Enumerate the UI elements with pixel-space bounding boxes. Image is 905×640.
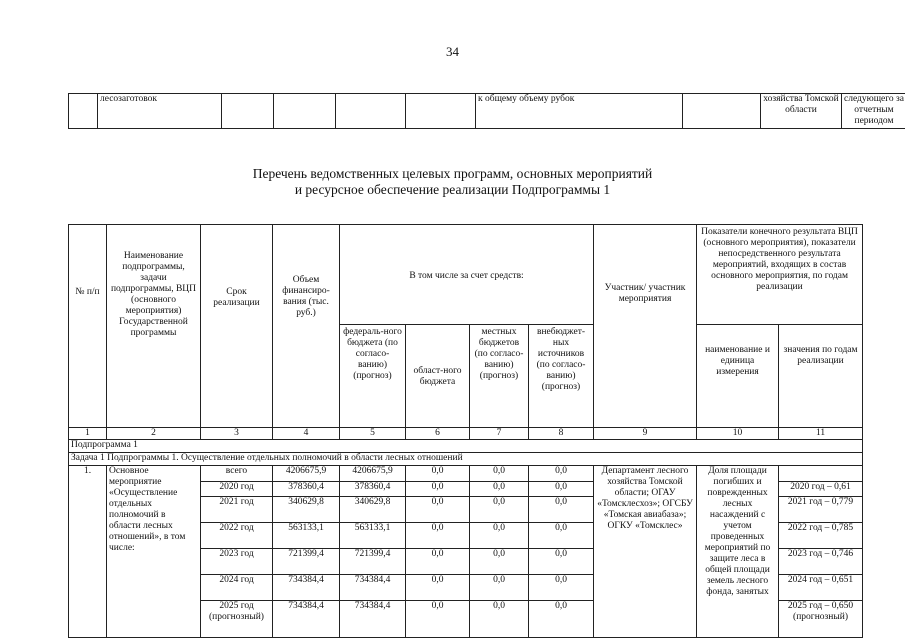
- federal-cell: 563133,1: [340, 523, 406, 549]
- regional-cell: 0,0: [406, 549, 470, 575]
- item-name: Основное мероприятие «Осуществление отдельных полномочий в области лесных отношений», в том числе:: [107, 466, 201, 638]
- header-volume: Объем финансиро-вания (тыс. руб.): [273, 225, 340, 428]
- regional-cell: 0,0: [406, 523, 470, 549]
- prev-row-indicator: к общему объему рубок: [476, 94, 683, 129]
- col-number: 1: [69, 428, 107, 440]
- previous-table-fragment: [68, 93, 905, 129]
- task-label: Задача 1 Подпрограммы 1. Осуществление отдельных полномочий в области лесных отношений: [69, 453, 863, 466]
- volume-cell: 563133,1: [273, 523, 340, 549]
- section-title-line-1: Перечень ведомственных целевых программ, основных мероприятий: [252, 166, 653, 181]
- indicator-value-cell: 2020 год – 0,61: [779, 482, 863, 497]
- volume-cell: 721399,4: [273, 549, 340, 575]
- page-number: 34: [446, 44, 459, 59]
- indicator-value-cell: 2023 год – 0,746: [779, 549, 863, 575]
- item-number: 1.: [69, 466, 107, 638]
- header-term: Срок реализации: [201, 225, 273, 428]
- federal-cell: 340629,8: [340, 497, 406, 523]
- regional-cell: 0,0: [406, 497, 470, 523]
- term-cell: 2022 год: [201, 523, 273, 549]
- term-cell: 2023 год: [201, 549, 273, 575]
- header-federal: федераль-ного бюджета (по согласо-ванию) (прогноз): [340, 325, 406, 428]
- volume-cell: 378360,4: [273, 482, 340, 497]
- col-number: 6: [406, 428, 470, 440]
- term-cell: 2020 год: [201, 482, 273, 497]
- indicator-value-cell: 2025 год – 0,650 (прогнозный): [779, 601, 863, 638]
- federal-cell: 734384,4: [340, 601, 406, 638]
- extra-cell: 0,0: [529, 523, 594, 549]
- federal-cell: 378360,4: [340, 482, 406, 497]
- header-name: Наименование подпрограммы, задачи подпрограммы, ВЦП (основного мероприятия) Государственной программы: [107, 225, 201, 428]
- col-number: 2: [107, 428, 201, 440]
- col-number: 11: [779, 428, 863, 440]
- prev-row-value: следующего за отчетным периодом: [842, 94, 905, 129]
- col-number: 8: [529, 428, 594, 440]
- programs-table: [68, 224, 863, 638]
- indicator-value-cell: 2021 год – 0,779: [779, 497, 863, 523]
- col-number: 4: [273, 428, 340, 440]
- extra-cell: 0,0: [529, 601, 594, 638]
- col-number: 5: [340, 428, 406, 440]
- prev-row-name: лесозаготовок: [98, 94, 222, 129]
- participant-cell: Департамент лесного хозяйства Томской области; ОГАУ «Томсклесхоз»; ОГСБУ «Томская авиабаза»; ОГКУ «Томсклес»: [594, 466, 697, 638]
- volume-cell: 734384,4: [273, 575, 340, 601]
- col-number: 3: [201, 428, 273, 440]
- volume-cell: 734384,4: [273, 601, 340, 638]
- header-indicators: Показатели конечного результата ВЦП (основного мероприятия), показатели непосредственного результата мероприятий, входящих в состав основного мероприятия, по годам реализации: [697, 225, 863, 325]
- volume-cell: 4206675,9: [273, 466, 340, 482]
- indicator-value-cell: [779, 466, 863, 482]
- header-num: № п/п: [69, 225, 107, 428]
- indicator-value-cell: 2022 год – 0,785: [779, 523, 863, 549]
- federal-cell: 4206675,9: [340, 466, 406, 482]
- header-regional: област-ного бюджета: [406, 325, 470, 428]
- col-number: 7: [470, 428, 529, 440]
- term-cell: 2024 год: [201, 575, 273, 601]
- extra-cell: 0,0: [529, 482, 594, 497]
- section-title: [0, 166, 905, 198]
- term-cell: 2025 год (прогнозный): [201, 601, 273, 638]
- regional-cell: 0,0: [406, 482, 470, 497]
- header-sources: В том числе за счет средств:: [340, 225, 594, 325]
- local-cell: 0,0: [470, 549, 529, 575]
- table-row: [69, 466, 863, 482]
- regional-cell: 0,0: [406, 466, 470, 482]
- section-title-line-2: и ресурсное обеспечение реализации Подпрограммы 1: [294, 182, 611, 197]
- table-row: [69, 94, 905, 129]
- header-extra: внебюджет-ных источников (по согласо-ванию) (прогноз): [529, 325, 594, 428]
- col-number: 10: [697, 428, 779, 440]
- indicator-name-cell: Доля площади погибших и поврежденных лесных насаждений с учетом проведенных мероприятий по защите леса в общей площади земель лесного фонда, занятых: [697, 466, 779, 638]
- table-header-row: [69, 225, 863, 325]
- header-local: местных бюджетов (по согласо-ванию) (прогноз): [470, 325, 529, 428]
- extra-cell: 0,0: [529, 497, 594, 523]
- prev-row-participant: хозяйства Томской области: [761, 94, 842, 129]
- indicator-value-cell: 2024 год – 0,651: [779, 575, 863, 601]
- regional-cell: 0,0: [406, 575, 470, 601]
- col-number: 9: [594, 428, 697, 440]
- extra-cell: 0,0: [529, 466, 594, 482]
- local-cell: 0,0: [470, 466, 529, 482]
- column-numbers-row: [69, 428, 863, 440]
- regional-cell: 0,0: [406, 601, 470, 638]
- extra-cell: 0,0: [529, 575, 594, 601]
- subprogram-label: Подпрограмма 1: [69, 440, 863, 453]
- task-row: [69, 453, 863, 466]
- subprogram-row: [69, 440, 863, 453]
- header-participant: Участник/ участник мероприятия: [594, 225, 697, 428]
- local-cell: 0,0: [470, 523, 529, 549]
- federal-cell: 734384,4: [340, 575, 406, 601]
- local-cell: 0,0: [470, 601, 529, 638]
- header-ind-name: наименование и единица измерения: [697, 325, 779, 428]
- federal-cell: 721399,4: [340, 549, 406, 575]
- term-cell: всего: [201, 466, 273, 482]
- header-ind-values: значения по годам реализации: [779, 325, 863, 428]
- local-cell: 0,0: [470, 575, 529, 601]
- extra-cell: 0,0: [529, 549, 594, 575]
- local-cell: 0,0: [470, 497, 529, 523]
- volume-cell: 340629,8: [273, 497, 340, 523]
- local-cell: 0,0: [470, 482, 529, 497]
- term-cell: 2021 год: [201, 497, 273, 523]
